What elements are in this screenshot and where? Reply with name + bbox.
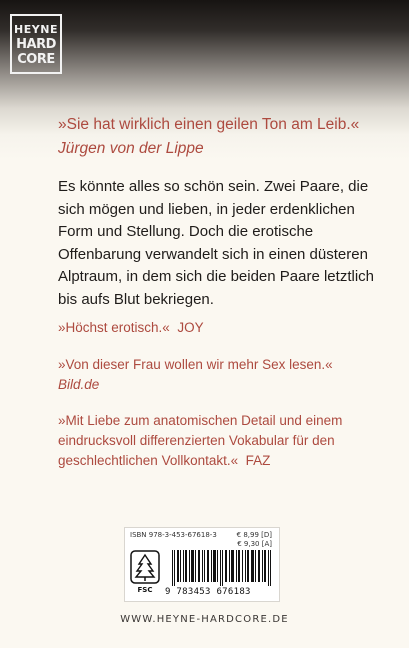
review-text: »Von dieser Frau wollen wir mehr Sex lesen.« xyxy=(58,357,333,372)
blurb-text: Es könnte alles so schön sein. Zwei Paare, die sich mögen und lieben, in jeder erdenklichen Form und Stellung. Doch die erotische Offenbarung verwandelt sich in einen düsteren Alptraum, in dem sich die beiden Paare letztlich bis aufs Blut bekriegen. xyxy=(58,178,374,308)
review-faz xyxy=(58,411,378,471)
fsc-label: FSC xyxy=(137,586,153,594)
logo-line-3: CORE xyxy=(17,51,55,67)
website-url: WWW.HEYNE-HARDCORE.DE xyxy=(120,614,289,625)
review-text: »Mit Liebe zum anatomischen Detail und einem eindrucksvoll differenzierten Vokabular für den geschlechtlichen Vollkontakt.« xyxy=(58,413,343,468)
fsc-logo xyxy=(130,550,160,598)
review-source: JOY xyxy=(177,320,204,335)
review-source: Bild.de xyxy=(58,377,100,392)
review-joy xyxy=(58,318,378,338)
barcode-panel xyxy=(124,527,280,602)
price-germany: € 8,99 [D] xyxy=(236,531,272,539)
price-austria: € 9,30 [A] xyxy=(237,540,272,548)
logo-line-2: HARD xyxy=(16,36,56,52)
main-quote-author: Jürgen von der Lippe xyxy=(58,140,204,157)
logo-line-1: HEYNE xyxy=(14,22,58,36)
main-quote-text: »Sie hat wirklich einen geilen Ton am Leib.« xyxy=(58,116,360,133)
publisher-logo xyxy=(10,14,62,74)
review-text: »Höchst erotisch.« xyxy=(58,320,170,335)
review-source: FAZ xyxy=(245,453,271,468)
main-quote xyxy=(58,113,378,161)
fsc-tree-icon xyxy=(130,550,160,584)
isbn-label: ISBN 978-3-453-67618-3 xyxy=(130,531,217,539)
review-bild xyxy=(58,355,378,395)
barcode-digits: 9 783453 676183 xyxy=(165,587,251,597)
barcode-bars xyxy=(172,550,274,586)
